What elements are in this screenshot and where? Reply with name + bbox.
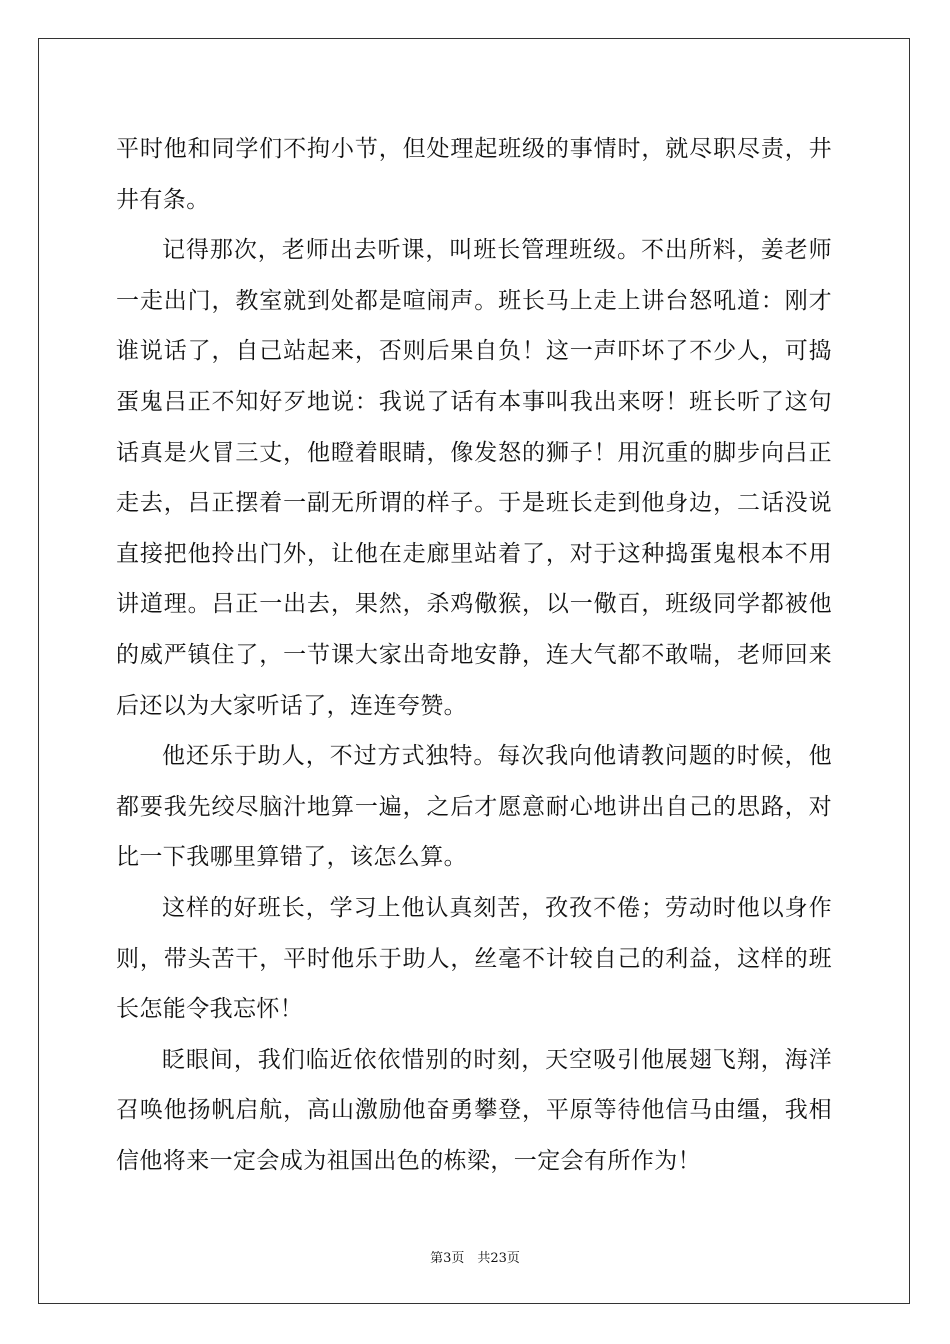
page-number-footer: 第3页 共23页 [430, 1251, 520, 1266]
paragraph: 眨眼间，我们临近依依惜别的时刻，天空吸引他展翅飞翔，海洋召唤他扬帆启航，高山激励他奋勇攀登，平原等待他信马由缰，我相信他将来一定会成为祖国出色的栋梁，一定会有所作为！ [116, 1046, 832, 1174]
paragraph: 记得那次，老师出去听课，叫班长管理班级。不出所料，姜老师一走出门，教室就到处都是喧闹声。班长马上走上讲台怒吼道：刚才谁说话了，自己站起来，否则后果自负！这一声吓坏了不少人，可捣蛋鬼吕正不知好歹地说：我说了话有本事叫我出来呀！班长听了这句话真是火冒三丈，他瞪着眼睛，像发怒的狮子！用沉重的脚步向吕正走去，吕正摆着一副无所谓的样子。于是班长走到他身边，二话没说直接把他拎出门外，让他在走廊里站着了，对于这种捣蛋鬼根本不用讲道理。吕正一出去，果然，杀鸡儆猴，以一儆百，班级同学都被他的威严镇住了，一节课大家出奇地安静，连大气都不敢喘，老师回来后还以为大家听话了，连连夸赞。 [116, 237, 832, 719]
document-body [116, 124, 832, 1186]
paragraph: 平时他和同学们不拘小节，但处理起班级的事情时，就尽职尽责，井井有条。 [116, 136, 832, 213]
paragraph: 他还乐于助人，不过方式独特。每次我向他请教问题的时候，他都要我先绞尽脑汁地算一遍，之后才愿意耐心地讲出自己的思路，对比一下我哪里算错了，该怎么算。 [116, 743, 832, 871]
paragraph: 这样的好班长，学习上他认真刻苦，孜孜不倦；劳动时他以身作则，带头苦干，平时他乐于助人，丝毫不计较自己的利益，这样的班长怎能令我忘怀！ [116, 894, 832, 1023]
